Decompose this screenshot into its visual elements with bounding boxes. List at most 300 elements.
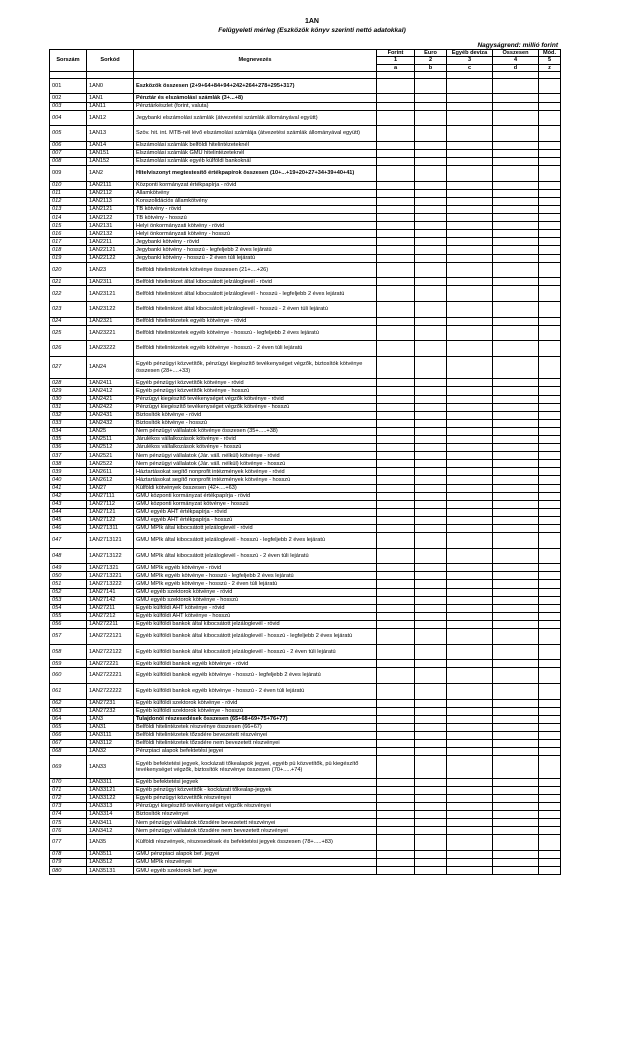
row-number: 068 [50,748,87,756]
value-forint [377,683,415,699]
value-mod [539,166,561,182]
row-code: 1AN1 [87,94,134,102]
value-forint [377,756,415,779]
row-name: Helyi önkormányzati kötvény - hosszú [134,230,377,238]
value-euro [415,748,447,756]
table-row [50,778,561,786]
value-euro [415,110,447,126]
row-code: 1AN27 [87,484,134,492]
value-euro [415,723,447,731]
row-code: 1AN3411 [87,819,134,827]
value-osszesen [493,403,539,411]
value-forint [377,802,415,810]
value-mod [539,533,561,549]
value-egyeb-deviza [447,786,493,794]
row-number: 031 [50,403,87,411]
table-row [50,126,561,142]
row-number: 062 [50,699,87,707]
value-euro [415,325,447,341]
value-mod [539,756,561,779]
value-mod [539,516,561,524]
value-egyeb-deviza [447,516,493,524]
value-egyeb-deviza [447,278,493,286]
row-number: 079 [50,859,87,867]
value-osszesen [493,819,539,827]
value-mod [539,476,561,484]
row-number: 018 [50,246,87,254]
table-row [50,356,561,379]
value-osszesen [493,189,539,197]
value-forint [377,612,415,620]
table-row [50,222,561,230]
value-mod [539,262,561,278]
table-row [50,508,561,516]
value-egyeb-deviza [447,525,493,533]
value-mod [539,588,561,596]
value-mod [539,859,561,867]
value-egyeb-deviza [447,564,493,572]
value-euro [415,301,447,317]
value-osszesen [493,444,539,452]
value-osszesen [493,629,539,645]
value-egyeb-deviza [447,660,493,668]
value-egyeb-deviza [447,707,493,715]
row-code: 1AN272211 [87,620,134,628]
value-euro [415,197,447,205]
row-name: Központi kormányzat értékpapírja - rövid [134,181,377,189]
row-number: 073 [50,802,87,810]
value-euro [415,206,447,214]
table-row [50,867,561,875]
value-osszesen [493,508,539,516]
value-mod [539,317,561,325]
row-number: 044 [50,508,87,516]
value-egyeb-deviza [447,604,493,612]
value-osszesen [493,867,539,875]
table-row [50,166,561,182]
row-name: GMU pénzpiaci alapok bef. jegyei [134,850,377,858]
row-name: GMU központi kormányzat értékpapírja - rövid [134,492,377,500]
row-number: 061 [50,683,87,699]
col-letter: b [415,64,447,71]
row-name: Nem pénzügyi vállalatok tőzsdére bevezetett részvényei [134,819,377,827]
row-name: Egyéb külföldi bankok egyéb kötvénye - hosszú - legfeljebb 2 éves lejáratú [134,668,377,684]
value-osszesen [493,707,539,715]
value-osszesen [493,379,539,387]
row-number: 078 [50,850,87,858]
value-osszesen [493,230,539,238]
value-mod [539,222,561,230]
row-number: 034 [50,427,87,435]
value-egyeb-deviza [447,395,493,403]
value-egyeb-deviza [447,629,493,645]
value-egyeb-deviza [447,254,493,262]
table-row [50,786,561,794]
row-name: Belföldi hitelintézetek egyéb kötvénye - hosszú - legfeljebb 2 éves lejáratú [134,325,377,341]
value-osszesen [493,580,539,588]
row-number: 026 [50,341,87,357]
row-name: Egyéb befektetési jegyek, kockázati tőkealapok jegyei, egyéb pü közvetítők, pü kiegészítő tevékenységet végzők, biztosítók részvénye összesen (70+.....+74) [134,756,377,779]
value-forint [377,525,415,533]
row-number: 052 [50,588,87,596]
row-name: Egyéb külföldi ÁHT kötvénye - hosszú [134,612,377,620]
value-euro [415,596,447,604]
table-row [50,206,561,214]
value-osszesen [493,460,539,468]
row-code: 1AN27121 [87,508,134,516]
value-euro [415,435,447,443]
value-osszesen [493,500,539,508]
row-name: Nem pénzügyi vállalatok (Jár. váll. nélkül) kötvénye - rövid [134,452,377,460]
value-euro [415,500,447,508]
value-osszesen [493,683,539,699]
value-mod [539,492,561,500]
table-row [50,246,561,254]
value-euro [415,238,447,246]
value-euro [415,387,447,395]
row-name: Pénzügyi kiegészítő tevékenységet végzők kötvénye - rövid [134,395,377,403]
row-name: Belföldi hitelintézetek tőzsdére nem bevezetett részvényei [134,739,377,747]
table-row [50,411,561,419]
value-osszesen [493,572,539,580]
value-osszesen [493,126,539,142]
value-osszesen [493,468,539,476]
value-forint [377,278,415,286]
value-forint [377,158,415,166]
table-row [50,683,561,699]
row-number: 042 [50,492,87,500]
row-number: 030 [50,395,87,403]
row-code: 1AN27212 [87,612,134,620]
value-egyeb-deviza [447,731,493,739]
value-euro [415,811,447,819]
col-osszesen: Összesen [493,50,539,57]
table-row [50,403,561,411]
value-osszesen [493,748,539,756]
value-osszesen [493,564,539,572]
value-mod [539,189,561,197]
value-forint [377,395,415,403]
value-mod [539,254,561,262]
row-code: 1AN2512 [87,444,134,452]
row-code: 1AN22122 [87,254,134,262]
value-egyeb-deviza [447,197,493,205]
row-number: 060 [50,668,87,684]
row-number: 001 [50,78,87,94]
value-forint [377,644,415,660]
table-row [50,419,561,427]
row-name: Járulékos vállalkozások kötvénye - rövid [134,435,377,443]
value-euro [415,94,447,102]
row-code: 1AN2722122 [87,644,134,660]
value-forint [377,835,415,851]
row-name: Elszámolási számlák egyéb külföldi bankoknál [134,158,377,166]
value-osszesen [493,588,539,596]
value-forint [377,629,415,645]
row-code: 1AN35 [87,835,134,851]
value-osszesen [493,723,539,731]
value-forint [377,254,415,262]
value-euro [415,254,447,262]
table-row [50,395,561,403]
value-euro [415,126,447,142]
value-forint [377,262,415,278]
value-forint [377,317,415,325]
row-code: 1AN3112 [87,739,134,747]
value-forint [377,660,415,668]
value-euro [415,356,447,379]
value-egyeb-deviza [447,301,493,317]
value-mod [539,238,561,246]
row-name: Pénzügyi kiegészítő tevékenységet végzők kötvénye - hosszú [134,403,377,411]
table-row [50,620,561,628]
value-euro [415,484,447,492]
row-code: 1AN33121 [87,786,134,794]
value-mod [539,110,561,126]
value-forint [377,149,415,157]
value-forint [377,238,415,246]
value-mod [539,278,561,286]
row-code: 1AN27112 [87,500,134,508]
value-egyeb-deviza [447,508,493,516]
value-forint [377,867,415,875]
value-mod [539,341,561,357]
value-euro [415,564,447,572]
value-egyeb-deviza [447,819,493,827]
row-number: 022 [50,286,87,302]
value-mod [539,683,561,699]
table-row [50,859,561,867]
value-osszesen [493,533,539,549]
value-egyeb-deviza [447,827,493,835]
value-osszesen [493,286,539,302]
table-row [50,819,561,827]
value-euro [415,572,447,580]
value-euro [415,508,447,516]
value-egyeb-deviza [447,110,493,126]
value-egyeb-deviza [447,102,493,110]
row-name: Jegybanki elszámolási számlák (átvezetési számlák állományával együtt) [134,110,377,126]
value-mod [539,604,561,612]
value-egyeb-deviza [447,492,493,500]
row-code: 1AN271311 [87,525,134,533]
value-osszesen [493,110,539,126]
row-name: Pénzpiaci alapok befektetési jegyei [134,748,377,756]
row-code: 1AN12 [87,110,134,126]
value-mod [539,419,561,427]
row-number: 059 [50,660,87,668]
value-osszesen [493,756,539,779]
value-osszesen [493,435,539,443]
value-forint [377,452,415,460]
value-osszesen [493,811,539,819]
value-forint [377,786,415,794]
value-euro [415,181,447,189]
value-egyeb-deviza [447,435,493,443]
row-name: Nem pénzügyi vállalatok tőzsdére nem bevezetett részvényei [134,827,377,835]
row-name: Egyéb külföldi szektorok kötvénye - hosszú [134,707,377,715]
value-osszesen [493,206,539,214]
value-osszesen [493,492,539,500]
value-forint [377,748,415,756]
table-row [50,516,561,524]
row-number: 005 [50,126,87,142]
row-name: Biztosítók részvényei [134,811,377,819]
table-row [50,707,561,715]
row-name: Háztartásokat segítő nonprofit intézmények kötvénye - rövid [134,468,377,476]
value-osszesen [493,78,539,94]
value-forint [377,548,415,564]
value-euro [415,278,447,286]
table-row [50,214,561,222]
value-osszesen [493,668,539,684]
value-euro [415,859,447,867]
row-number: 004 [50,110,87,126]
table-row [50,484,561,492]
value-egyeb-deviza [447,126,493,142]
value-mod [539,548,561,564]
row-code: 1AN271321 [87,564,134,572]
table-row [50,379,561,387]
value-forint [377,620,415,628]
value-mod [539,301,561,317]
value-forint [377,596,415,604]
value-egyeb-deviza [447,668,493,684]
value-forint [377,778,415,786]
value-mod [539,629,561,645]
value-forint [377,731,415,739]
row-number: 066 [50,731,87,739]
row-name: GMU MPIk egyéb kötvénye - rövid [134,564,377,572]
value-osszesen [493,699,539,707]
row-number: 053 [50,596,87,604]
value-forint [377,126,415,142]
row-code: 1AN3313 [87,802,134,810]
row-name: Pénztárkészlet (forint, valuta) [134,102,377,110]
row-name: Szöv. hit. int. MTB-nél lévő elszámolási számlája (átvezetési számlák állományával együtt) [134,126,377,142]
table-row [50,533,561,549]
row-name: GMU egyéb ÁHT értékpapírja - hosszú [134,516,377,524]
row-name: GMU egyéb szektorok kötvénye - hosszú [134,596,377,604]
value-forint [377,516,415,524]
value-forint [377,492,415,500]
row-code: 1AN2113 [87,197,134,205]
value-forint [377,102,415,110]
value-forint [377,564,415,572]
value-osszesen [493,612,539,620]
row-name: TB kötvény - hosszú [134,214,377,222]
value-egyeb-deviza [447,379,493,387]
value-forint [377,110,415,126]
value-forint [377,419,415,427]
row-name: TB kötvény - rövid [134,206,377,214]
value-euro [415,794,447,802]
value-mod [539,387,561,395]
row-code: 1AN33122 [87,794,134,802]
table-row [50,794,561,802]
row-code: 1AN35131 [87,867,134,875]
table-row [50,723,561,731]
col-egyeb-deviza: Egyéb deviza [447,50,493,57]
row-code: 1AN2121 [87,206,134,214]
value-osszesen [493,525,539,533]
value-forint [377,387,415,395]
value-osszesen [493,427,539,435]
value-mod [539,206,561,214]
row-number: 015 [50,222,87,230]
row-code: 1AN23 [87,262,134,278]
row-code: 1AN3512 [87,859,134,867]
table-row [50,699,561,707]
value-euro [415,476,447,484]
table-row [50,644,561,660]
row-code: 1AN2211 [87,238,134,246]
table-row [50,802,561,810]
row-number: 032 [50,411,87,419]
value-euro [415,835,447,851]
row-name: Járulékos vállalkozások kötvénye - hosszú [134,444,377,452]
value-mod [539,246,561,254]
row-number: 076 [50,827,87,835]
row-name: Belföldi hitelintézetek tőzsdére bevezetett részvényei [134,731,377,739]
row-name: Egyéb külföldi ÁHT kötvénye - rövid [134,604,377,612]
value-egyeb-deviza [447,533,493,549]
row-code: 1AN2122 [87,214,134,222]
value-forint [377,230,415,238]
row-number: 050 [50,572,87,580]
row-code: 1AN27141 [87,588,134,596]
row-code: 1AN2713121 [87,533,134,549]
value-mod [539,835,561,851]
row-name: GMU egyéb szektorok bef. jegye [134,867,377,875]
row-number: 041 [50,484,87,492]
row-number: 040 [50,476,87,484]
value-euro [415,707,447,715]
table-row [50,629,561,645]
value-egyeb-deviza [447,403,493,411]
value-euro [415,214,447,222]
value-mod [539,149,561,157]
row-code: 1AN27231 [87,699,134,707]
row-name: Pénztár és elszámolási számlák (3+...+8) [134,94,377,102]
row-name: Belföldi hitelintézet által kibocsátott jelzáloglevél - rövid [134,278,377,286]
value-euro [415,166,447,182]
value-osszesen [493,620,539,628]
row-number: 049 [50,564,87,572]
value-egyeb-deviza [447,588,493,596]
value-euro [415,588,447,596]
value-egyeb-deviza [447,246,493,254]
value-egyeb-deviza [447,286,493,302]
unit-label: Nagyságrend: millió forint [477,42,558,49]
value-osszesen [493,859,539,867]
value-egyeb-deviza [447,222,493,230]
value-egyeb-deviza [447,452,493,460]
value-forint [377,181,415,189]
row-name: Egyéb pénzügyi közvetítők részvényei [134,794,377,802]
value-euro [415,629,447,645]
row-code: 1AN3412 [87,827,134,835]
table-row [50,835,561,851]
report-subtitle: Felügyeleti mérleg (Eszközök könyv szerinti nettó adatokkal) [218,27,406,34]
value-osszesen [493,827,539,835]
value-forint [377,341,415,357]
table-row [50,158,561,166]
row-code: 1AN24 [87,356,134,379]
value-forint [377,427,415,435]
value-mod [539,484,561,492]
row-code: 1AN2611 [87,468,134,476]
